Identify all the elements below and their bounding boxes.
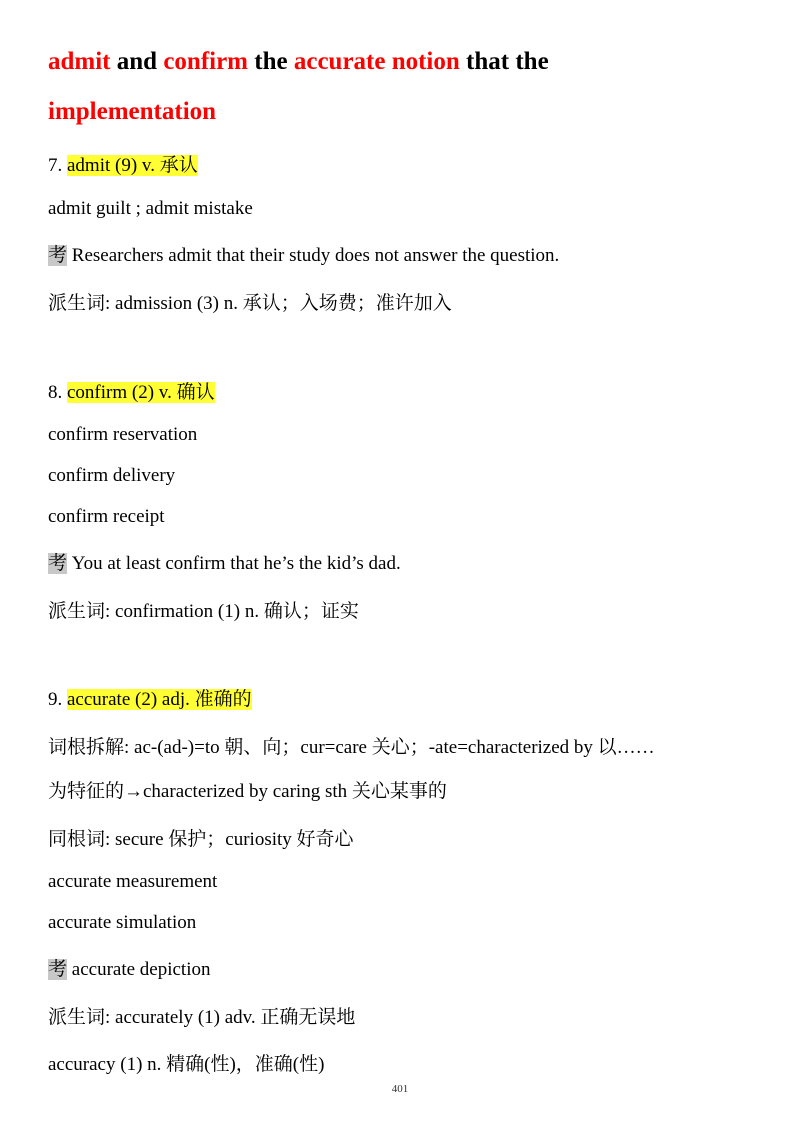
entry-8-phrase-1: confirm reservation: [48, 424, 198, 445]
entry-9-derived-1: 派生词: accurately (1) adv. 正确无误地: [48, 1007, 356, 1028]
entry-9-phrase-1: accurate measurement: [48, 871, 218, 892]
entry-9-head-highlight: accurate (2) adj. 准确的: [67, 689, 252, 710]
heading-word-admit: admit: [48, 48, 111, 75]
entry-9-root-analysis-2: 为特征的→characterized by caring sth 关心某事的: [48, 781, 447, 802]
entry-8-headword: [48, 377, 215, 404]
entry-9-derived-2: accuracy (1) n. 精确(性)，准确(性): [48, 1054, 325, 1075]
exam-marker: 考: [48, 959, 68, 980]
exam-marker: 考: [48, 245, 68, 266]
entry-9-number: 9.: [48, 689, 67, 710]
entry-9-cognates: 同根词: secure 保护；curiosity 好奇心: [48, 829, 354, 850]
entry-7-exam-sentence: Researchers admit that their study does not answer the question.: [67, 245, 560, 266]
entry-7-exam-line: [48, 240, 559, 267]
heading-word-confirm: confirm: [163, 48, 249, 75]
exam-marker: 考: [48, 553, 68, 574]
heading-word-accurate-notion: accurate notion: [293, 48, 460, 75]
heading-word-and: and: [110, 48, 164, 75]
entry-7-derived: 派生词: admission (3) n. 承认；入场费；准许加入: [48, 293, 452, 314]
entry-8-exam-line: [48, 548, 401, 575]
heading-word-that-the: that the: [459, 48, 549, 75]
page-number: 401: [391, 1083, 409, 1095]
entry-9-exam-line: [48, 954, 211, 981]
entry-7-headword: [48, 150, 198, 177]
entry-8-number: 8.: [48, 382, 67, 403]
heading-line-1: [48, 48, 549, 76]
entry-8-exam-sentence: You at least confirm that he’s the kid’s dad.: [67, 553, 401, 574]
entry-9-exam-phrase: accurate depiction: [67, 959, 211, 980]
heading-line-2: implementation: [48, 98, 217, 125]
entry-9-phrase-2: accurate simulation: [48, 912, 197, 933]
heading-word-the: the: [248, 48, 294, 75]
entry-8-head-highlight: confirm (2) v. 确认: [67, 382, 215, 403]
entry-8-phrase-3: confirm receipt: [48, 506, 165, 527]
entry-7-phrases: admit guilt ; admit mistake: [48, 198, 253, 219]
entry-7-number: 7.: [48, 155, 67, 176]
entry-8-derived: 派生词: confirmation (1) n. 确认；证实: [48, 601, 359, 622]
entry-7-head-highlight: admit (9) v. 承认: [67, 155, 198, 176]
entry-9-root-analysis-1: 词根拆解: ac-(ad-)=to 朝、向；cur=care 关心；-ate=characterized by 以……: [48, 737, 655, 758]
entry-9-headword: [48, 684, 252, 711]
entry-8-phrase-2: confirm delivery: [48, 465, 176, 486]
